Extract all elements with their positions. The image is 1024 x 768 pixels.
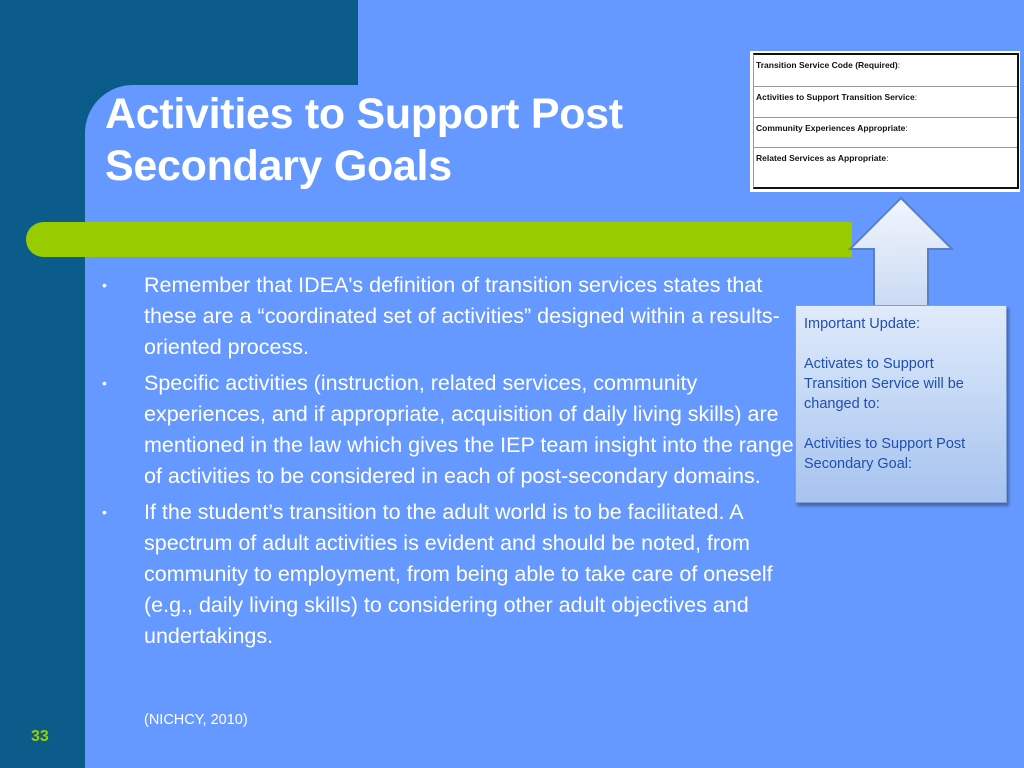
bullet-text: If the student’s transition to the adult world is to be facilitated. A spectrum of adult activities is evident and should be noted, from community to employment, from being able to take care of oneself (e.g., daily living skills) to considering other adult objectives and undertakings. — [144, 500, 773, 648]
citation: (NICHCY, 2010) — [144, 712, 248, 728]
note-heading: Important Update: — [804, 316, 921, 332]
slide-title-line2: Secondary Goals — [105, 142, 452, 190]
bullet-item — [100, 270, 800, 363]
bullet-icon: • — [102, 277, 107, 293]
note-line2: Activities to Support Post Secondary Goal: — [804, 436, 966, 472]
bullet-text: Specific activities (instruction, related services, community experiences, and if appropriate, acquisition of daily living skills) are mentioned in the law which gives the IEP team insight into the range of activities to be considered in each of post-secondary domains. — [144, 371, 794, 488]
bullet-item — [100, 497, 800, 652]
note-line1: Activates to Support Transition Service will be changed to: — [804, 356, 964, 412]
form-row-activities: Activities to Support Transition Service: — [756, 92, 918, 102]
bullet-icon: • — [102, 375, 107, 391]
important-update-note — [795, 305, 1007, 503]
slide-title — [105, 88, 745, 192]
form-row-community: Community Experiences Appropriate: — [756, 123, 908, 133]
up-arrow-icon — [848, 196, 954, 311]
form-divider — [754, 117, 1017, 118]
bullet-list — [100, 270, 800, 657]
bullet-item — [100, 368, 800, 492]
form-divider — [754, 147, 1017, 148]
form-excerpt-image — [750, 51, 1020, 192]
bullet-icon: • — [102, 504, 107, 520]
form-divider — [754, 86, 1017, 87]
bullet-text: Remember that IDEA's definition of transition services states that these are a “coordinated set of activities” designed within a results-oriented process. — [144, 273, 780, 359]
form-row-related-services: Related Services as Appropriate: — [756, 153, 889, 163]
form-row-transition-code: Transition Service Code (Required): — [756, 60, 901, 70]
background-dark-left — [0, 0, 85, 768]
slide-title-line1: Activities to Support Post — [105, 90, 623, 138]
slide-number: 33 — [31, 728, 49, 745]
form-excerpt-frame — [753, 53, 1019, 189]
accent-bar — [26, 222, 852, 257]
